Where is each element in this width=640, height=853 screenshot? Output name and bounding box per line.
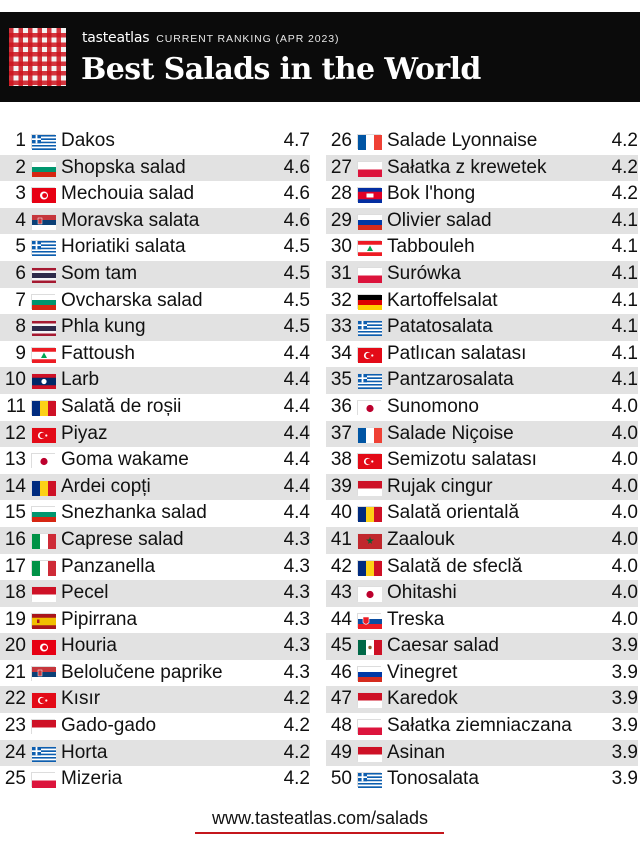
greece-flag-icon xyxy=(31,134,55,149)
rank-number: 22 xyxy=(4,688,26,710)
bulgaria-flag-icon xyxy=(31,506,55,521)
rank-number: 50 xyxy=(330,768,352,790)
dish-score: 4.3 xyxy=(283,528,310,550)
ranking-row xyxy=(0,421,310,448)
dish-name: Asinan xyxy=(387,741,446,763)
rank-number: 37 xyxy=(330,422,352,444)
lebanon-flag-icon xyxy=(31,347,55,362)
poland-flag-icon xyxy=(357,719,381,734)
turkey-flag-icon xyxy=(31,427,55,442)
ranking-row xyxy=(0,394,310,421)
ranking-row xyxy=(326,554,638,581)
ranking-row xyxy=(326,421,638,448)
rank-number: 42 xyxy=(330,555,352,577)
rank-number: 12 xyxy=(4,422,26,444)
ranking-row xyxy=(0,633,310,660)
turkey-flag-icon xyxy=(31,692,55,707)
italy-flag-icon xyxy=(31,533,55,548)
rank-number: 13 xyxy=(4,449,26,471)
ranking-row xyxy=(0,181,310,208)
page-title: Best Salads in the World xyxy=(81,52,481,87)
dish-name: Surówka xyxy=(387,262,461,284)
rank-number: 39 xyxy=(330,475,352,497)
dish-score: 4.5 xyxy=(283,316,310,338)
rank-number: 19 xyxy=(4,608,26,630)
romania-flag-icon xyxy=(31,480,55,495)
rank-number: 24 xyxy=(4,741,26,763)
greece-flag-icon xyxy=(357,772,381,787)
dish-score: 4.0 xyxy=(611,555,638,577)
dish-score: 4.0 xyxy=(611,395,638,417)
greece-flag-icon xyxy=(31,240,55,255)
indonesia-flag-icon xyxy=(357,692,381,707)
rank-number: 7 xyxy=(15,289,26,311)
dish-name: Houria xyxy=(61,635,117,657)
top-strip xyxy=(0,0,640,12)
rank-number: 15 xyxy=(4,502,26,524)
brand-name: tasteatlas xyxy=(82,30,150,46)
tunisia-flag-icon xyxy=(31,187,55,202)
ranking-row xyxy=(326,500,638,527)
dish-name: Salade Niçoise xyxy=(387,422,514,444)
bulgaria-flag-icon xyxy=(31,161,55,176)
bulgaria-flag-icon xyxy=(31,294,55,309)
russia-flag-icon xyxy=(357,214,381,229)
rank-number: 38 xyxy=(330,449,352,471)
footer-link[interactable]: www.tasteatlas.com/salads xyxy=(211,808,429,828)
lebanon-flag-icon xyxy=(357,240,381,255)
rank-number: 34 xyxy=(330,342,352,364)
dish-score: 4.1 xyxy=(611,262,638,284)
brand-line xyxy=(82,30,339,48)
rank-number: 9 xyxy=(15,342,26,364)
rank-number: 25 xyxy=(4,768,26,790)
ranking-row xyxy=(326,208,638,235)
spain-flag-icon xyxy=(31,613,55,628)
rank-number: 16 xyxy=(4,528,26,550)
dish-score: 4.2 xyxy=(611,130,638,151)
rank-number: 46 xyxy=(330,661,352,683)
dish-name: Pipirrana xyxy=(61,608,138,630)
thailand-flag-icon xyxy=(31,267,55,282)
ranking-row xyxy=(326,740,638,767)
dish-name: Vinegret xyxy=(387,661,458,683)
dish-name: Zaalouk xyxy=(387,528,455,550)
dish-score: 4.5 xyxy=(283,262,310,284)
russia-flag-icon xyxy=(357,666,381,681)
dish-name: Mizeria xyxy=(61,768,123,790)
ranking-row xyxy=(326,261,638,288)
ranking-row xyxy=(0,155,310,182)
dish-name: Larb xyxy=(61,369,100,391)
ranking-row xyxy=(326,686,638,713)
dish-name: Pecel xyxy=(61,582,109,604)
dish-name: Goma wakame xyxy=(61,449,189,471)
checkered-logo-icon xyxy=(9,28,66,86)
dish-name: Horta xyxy=(61,741,108,763)
dish-score: 4.0 xyxy=(611,582,638,604)
dish-score: 4.4 xyxy=(283,449,310,471)
turkey-flag-icon xyxy=(357,453,381,468)
rank-number: 5 xyxy=(15,236,26,258)
ranking-row xyxy=(326,367,638,394)
laos-flag-icon xyxy=(31,373,55,388)
dish-name: Snezhanka salad xyxy=(61,502,207,524)
dish-score: 4.2 xyxy=(611,156,638,178)
ranking-row xyxy=(326,314,638,341)
ranking-row xyxy=(326,234,638,261)
dish-name: Patlıcan salatası xyxy=(387,342,527,364)
dish-name: Salată de sfeclă xyxy=(387,555,523,577)
dish-name: Rujak cingur xyxy=(387,475,493,497)
rank-number: 11 xyxy=(6,395,26,417)
rank-number: 41 xyxy=(330,528,352,550)
dish-score: 4.0 xyxy=(611,608,638,630)
dish-score: 4.1 xyxy=(611,236,638,258)
rank-number: 35 xyxy=(330,369,352,391)
rank-number: 26 xyxy=(330,130,352,151)
rank-number: 21 xyxy=(4,661,26,683)
germany-flag-icon xyxy=(357,294,381,309)
dish-name: Mechouia salad xyxy=(61,183,195,205)
dish-name: Ovcharska salad xyxy=(61,289,203,311)
serbia-flag-icon xyxy=(31,666,55,681)
header-banner xyxy=(0,12,640,102)
dish-name: Pantzarosalata xyxy=(387,369,514,391)
dish-score: 4.2 xyxy=(283,715,310,737)
ranking-row xyxy=(326,766,638,793)
ranking-row xyxy=(0,208,310,235)
rank-number: 48 xyxy=(330,715,352,737)
dish-name: Kısır xyxy=(61,688,101,710)
rank-number: 36 xyxy=(330,395,352,417)
dish-name: Karedok xyxy=(387,688,458,710)
ranking-row xyxy=(0,288,310,315)
indonesia-flag-icon xyxy=(31,586,55,601)
dish-score: 4.2 xyxy=(283,741,310,763)
rank-number: 33 xyxy=(330,316,352,338)
dish-score: 4.5 xyxy=(283,236,310,258)
rank-number: 43 xyxy=(330,582,352,604)
rank-number: 2 xyxy=(15,156,26,178)
dish-name: Piyaz xyxy=(61,422,108,444)
japan-flag-icon xyxy=(357,586,381,601)
dish-score: 4.2 xyxy=(283,768,310,790)
ranking-column-right xyxy=(326,128,638,793)
dish-score: 3.9 xyxy=(611,715,638,737)
dish-score: 4.2 xyxy=(611,183,638,205)
dish-name: Caprese salad xyxy=(61,528,184,550)
rank-number: 6 xyxy=(15,262,26,284)
dish-score: 4.4 xyxy=(283,395,310,417)
rank-number: 32 xyxy=(330,289,352,311)
dish-score: 4.0 xyxy=(611,528,638,550)
dish-name: Salade Lyonnaise xyxy=(387,130,538,151)
rank-number: 47 xyxy=(330,688,352,710)
dish-score: 4.0 xyxy=(611,449,638,471)
dish-name: Bok l'hong xyxy=(387,183,476,205)
dish-name: Treska xyxy=(387,608,445,630)
rank-number: 4 xyxy=(15,209,26,231)
dish-name: Kartoffelsalat xyxy=(387,289,498,311)
poland-flag-icon xyxy=(31,772,55,787)
dish-name: Patatosalata xyxy=(387,316,493,338)
italy-flag-icon xyxy=(31,560,55,575)
ranking-row xyxy=(326,474,638,501)
dish-name: Caesar salad xyxy=(387,635,499,657)
rank-number: 27 xyxy=(330,156,352,178)
greece-flag-icon xyxy=(357,373,381,388)
dish-score: 4.0 xyxy=(611,475,638,497)
ranking-column-left xyxy=(0,128,310,793)
japan-flag-icon xyxy=(31,453,55,468)
dish-name: Panzanella xyxy=(61,555,156,577)
tunisia-flag-icon xyxy=(31,639,55,654)
indonesia-flag-icon xyxy=(357,746,381,761)
dish-score: 4.4 xyxy=(283,369,310,391)
rank-number: 31 xyxy=(330,262,352,284)
greece-flag-icon xyxy=(31,746,55,761)
dish-name: Som tam xyxy=(61,262,138,284)
dish-score: 4.6 xyxy=(283,209,310,231)
romania-flag-icon xyxy=(31,400,55,415)
dish-score: 4.4 xyxy=(283,342,310,364)
dish-name: Gado-gado xyxy=(61,715,157,737)
slovakia-flag-icon xyxy=(357,613,381,628)
dish-score: 4.3 xyxy=(283,555,310,577)
ranking-row xyxy=(0,341,310,368)
dish-name: Moravska salata xyxy=(61,209,200,231)
dish-score: 4.1 xyxy=(611,369,638,391)
rank-number: 49 xyxy=(330,741,352,763)
ranking-row xyxy=(326,341,638,368)
dish-name: Ohitashi xyxy=(387,582,457,604)
ranking-row xyxy=(0,314,310,341)
turkey-flag-icon xyxy=(357,347,381,362)
dish-score: 3.9 xyxy=(611,688,638,710)
ranking-row xyxy=(326,660,638,687)
ranking-row xyxy=(0,554,310,581)
ranking-row xyxy=(326,447,638,474)
ranking-row xyxy=(326,713,638,740)
rank-number: 30 xyxy=(330,236,352,258)
dish-score: 4.6 xyxy=(283,183,310,205)
dish-name: Shopska salad xyxy=(61,156,186,178)
serbia-flag-icon xyxy=(31,214,55,229)
france-flag-icon xyxy=(357,134,381,149)
dish-name: Tonosalata xyxy=(387,768,479,790)
ranking-row xyxy=(0,607,310,634)
japan-flag-icon xyxy=(357,400,381,415)
indonesia-flag-icon xyxy=(31,719,55,734)
dish-name: Fattoush xyxy=(61,342,135,364)
rank-number: 14 xyxy=(4,475,26,497)
ranking-row xyxy=(0,713,310,740)
ranking-row xyxy=(0,474,310,501)
ranking-row xyxy=(326,580,638,607)
dish-score: 3.9 xyxy=(611,768,638,790)
romania-flag-icon xyxy=(357,560,381,575)
dish-name: Sunomono xyxy=(387,395,479,417)
rank-number: 18 xyxy=(4,582,26,604)
thailand-flag-icon xyxy=(31,320,55,335)
ranking-row xyxy=(326,607,638,634)
dish-name: Belolučene paprike xyxy=(61,661,223,683)
rank-number: 8 xyxy=(15,316,26,338)
rank-number: 20 xyxy=(4,635,26,657)
dish-score: 4.4 xyxy=(283,422,310,444)
ranking-row xyxy=(0,447,310,474)
dish-score: 3.9 xyxy=(611,635,638,657)
dish-score: 4.0 xyxy=(611,502,638,524)
dish-score: 3.9 xyxy=(611,741,638,763)
dish-score: 4.7 xyxy=(283,130,310,151)
dish-score: 4.3 xyxy=(283,582,310,604)
dish-name: Sałatka z krewetek xyxy=(387,156,547,178)
rank-number: 23 xyxy=(4,715,26,737)
ranking-row xyxy=(0,500,310,527)
dish-score: 4.5 xyxy=(283,289,310,311)
greece-flag-icon xyxy=(357,320,381,335)
dish-score: 4.3 xyxy=(283,661,310,683)
dish-score: 4.4 xyxy=(283,475,310,497)
rank-number: 1 xyxy=(15,130,26,151)
romania-flag-icon xyxy=(357,506,381,521)
ranking-row xyxy=(0,660,310,687)
ranking-row xyxy=(0,740,310,767)
dish-name: Horiatiki salata xyxy=(61,236,186,258)
ranking-row xyxy=(0,128,310,155)
dish-score: 3.9 xyxy=(611,661,638,683)
dish-score: 4.3 xyxy=(283,635,310,657)
rank-number: 45 xyxy=(330,635,352,657)
ranking-row xyxy=(0,580,310,607)
rank-number: 44 xyxy=(330,608,352,630)
poland-flag-icon xyxy=(357,161,381,176)
dish-name: Tabbouleh xyxy=(387,236,475,258)
dish-score: 4.6 xyxy=(283,156,310,178)
ranking-row xyxy=(0,234,310,261)
ranking-row xyxy=(326,181,638,208)
dish-name: Sałatka ziemniaczana xyxy=(387,715,572,737)
ranking-row xyxy=(326,527,638,554)
rank-number: 10 xyxy=(4,369,26,391)
dish-score: 4.1 xyxy=(611,209,638,231)
ranking-row xyxy=(0,367,310,394)
ranking-row xyxy=(0,527,310,554)
ranking-row xyxy=(0,261,310,288)
dish-score: 4.0 xyxy=(611,422,638,444)
rank-number: 28 xyxy=(330,183,352,205)
dish-name: Ardei copți xyxy=(61,475,151,497)
dish-name: Phla kung xyxy=(61,316,146,338)
ranking-row xyxy=(326,288,638,315)
france-flag-icon xyxy=(357,427,381,442)
dish-name: Salată orientală xyxy=(387,502,520,524)
rank-number: 3 xyxy=(15,183,26,205)
dish-score: 4.1 xyxy=(611,342,638,364)
ranking-row xyxy=(326,394,638,421)
indonesia-flag-icon xyxy=(357,480,381,495)
morocco-flag-icon xyxy=(357,533,381,548)
rank-number: 29 xyxy=(330,209,352,231)
dish-name: Salată de roșii xyxy=(61,395,182,417)
footer-underline xyxy=(195,832,444,834)
rank-number: 40 xyxy=(330,502,352,524)
ranking-row xyxy=(0,686,310,713)
dish-score: 4.1 xyxy=(611,316,638,338)
cambodia-flag-icon xyxy=(357,187,381,202)
ranking-row xyxy=(326,155,638,182)
mexico-flag-icon xyxy=(357,639,381,654)
rank-number: 17 xyxy=(4,555,26,577)
poland-flag-icon xyxy=(357,267,381,282)
dish-name: Olivier salad xyxy=(387,209,492,231)
dish-name: Semizotu salatası xyxy=(387,449,537,471)
ranking-subtitle: CURRENT RANKING (APR 2023) xyxy=(156,33,340,45)
dish-score: 4.1 xyxy=(611,289,638,311)
ranking-row xyxy=(0,766,310,793)
dish-name: Dakos xyxy=(61,130,115,151)
dish-score: 4.3 xyxy=(283,608,310,630)
ranking-row xyxy=(326,128,638,155)
dish-score: 4.4 xyxy=(283,502,310,524)
ranking-row xyxy=(326,633,638,660)
dish-score: 4.2 xyxy=(283,688,310,710)
